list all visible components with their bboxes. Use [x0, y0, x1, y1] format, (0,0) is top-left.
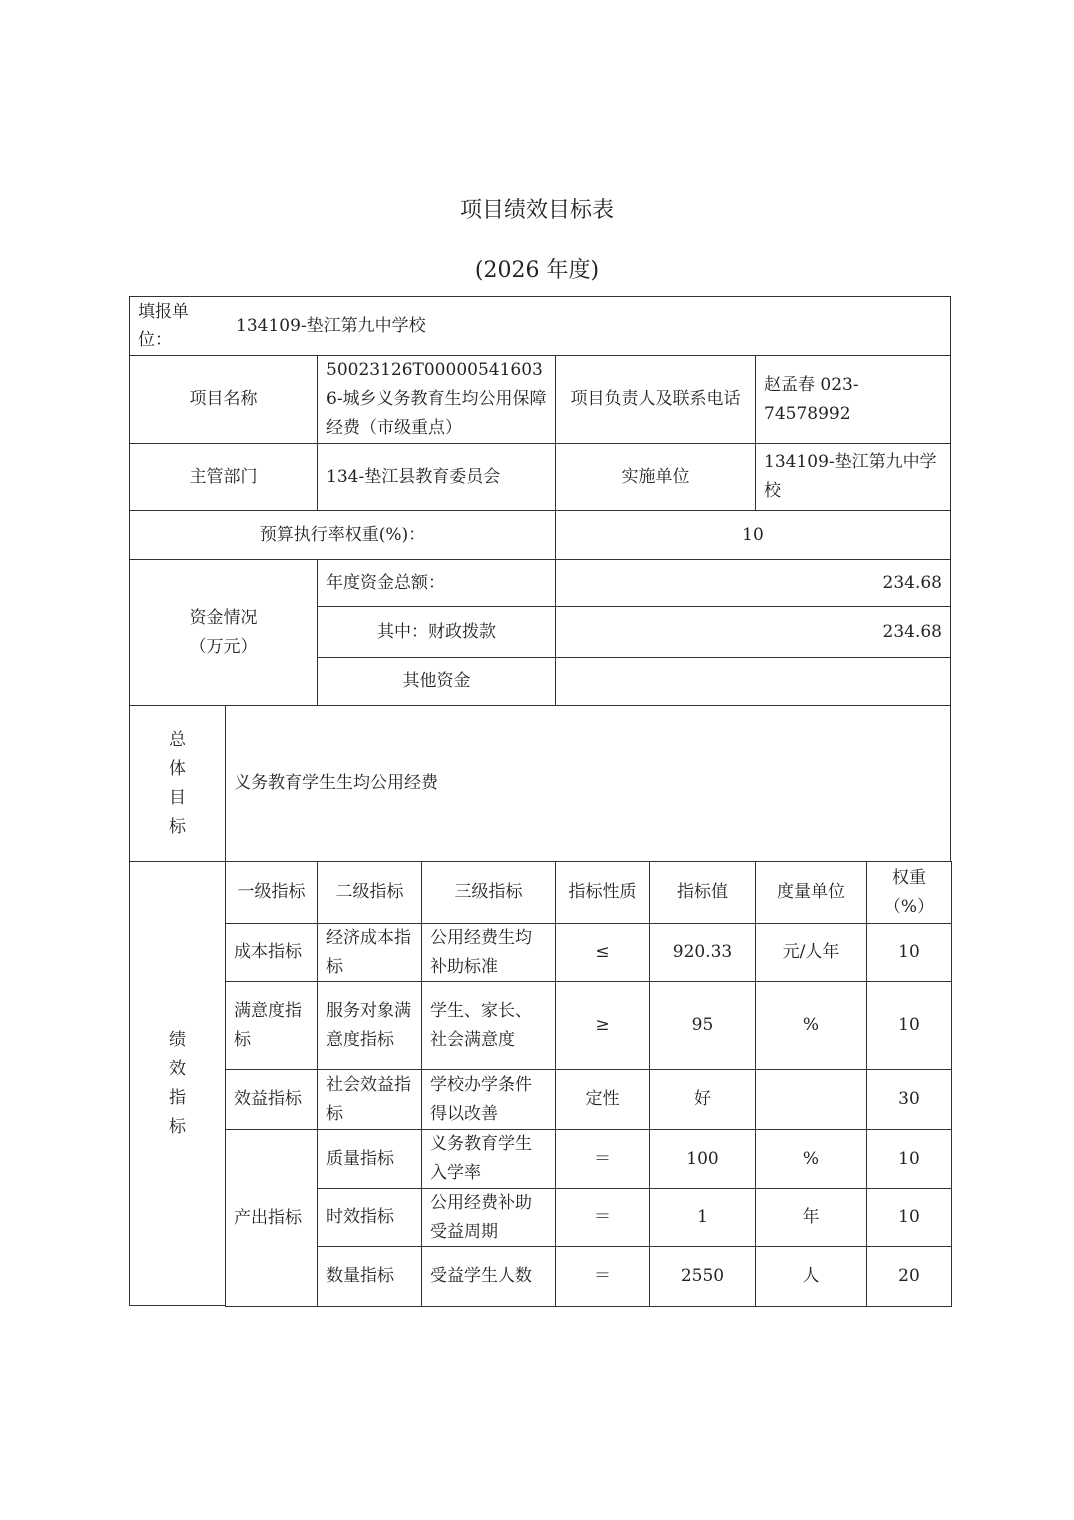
performance-label: [129, 861, 226, 1306]
indicator-level2: [317, 981, 422, 1070]
reporting-unit-label: 填报单位：: [138, 302, 189, 350]
budget-weight-value-text: 10: [742, 524, 764, 545]
indicator-level3: [421, 923, 556, 982]
indicator-level1-text: 满意度指标: [234, 1000, 302, 1050]
overall-goal-label: [129, 705, 226, 862]
indicator-value: [649, 1069, 756, 1130]
indicator-level2: [317, 1129, 422, 1189]
indicator-value: [649, 981, 756, 1070]
header-unit: [755, 861, 867, 924]
indicator-weight: [866, 981, 952, 1070]
indicator-value: [649, 1129, 756, 1189]
indicator-unit: [755, 981, 867, 1070]
fiscal-value-text: 234.68: [882, 621, 942, 642]
reporting-unit-value: 134109-垫江第九中学校: [236, 315, 426, 336]
fiscal-label-text: 其中：财政拨款: [377, 621, 496, 642]
indicator-weight-text: 30: [898, 1089, 920, 1109]
indicator-unit-text: 人: [802, 1266, 820, 1286]
annual-total-label-text: 年度资金总额：: [326, 572, 445, 593]
budget-weight-label: [129, 510, 556, 560]
page-title: 项目绩效目标表: [459, 198, 614, 223]
annual-total-value-text: 234.68: [882, 572, 942, 593]
indicator-level2: [317, 1069, 422, 1130]
performance-label-text: 绩效指标: [169, 1029, 186, 1137]
indicator-weight: [866, 1188, 952, 1247]
overall-goal-label-text: 总体目标: [169, 729, 186, 837]
header-weight-text: 权重（%）: [883, 867, 935, 917]
header-weight: [866, 861, 952, 924]
indicator-nature: [555, 1129, 650, 1189]
header-value: [649, 861, 756, 924]
indicator-level2-text: 经济成本指标: [326, 927, 411, 977]
indicator-level3: [421, 1129, 556, 1189]
other-funds-label-text: 其他资金: [402, 671, 471, 691]
indicator-level3: [421, 1069, 556, 1130]
indicator-level3-text: 学生、家长、社会满意度: [430, 1000, 532, 1050]
indicator-weight: [866, 923, 952, 982]
other-funds-label: [317, 657, 556, 706]
indicator-level2-text: 数量指标: [326, 1266, 394, 1286]
indicator-level3-text: 公用经费补助受益周期: [430, 1192, 532, 1242]
indicator-level3-text: 学校办学条件得以改善: [430, 1074, 532, 1124]
indicator-level3: [421, 981, 556, 1070]
indicator-nature-text: 定性: [585, 1089, 620, 1109]
indicator-level1-output: [225, 1129, 318, 1307]
header-level2: [317, 861, 422, 924]
indicator-level2-text: 时效指标: [326, 1207, 394, 1227]
indicator-weight-text: 20: [898, 1266, 920, 1286]
implementer-value: [755, 443, 951, 511]
indicator-level1-output-text: 产出指标: [234, 1207, 302, 1228]
indicator-level2: [317, 923, 422, 982]
indicator-weight-text: 10: [898, 1015, 920, 1035]
indicator-unit-text: 元/人年: [782, 942, 840, 962]
indicator-nature: [555, 981, 650, 1070]
indicator-unit-text: %: [802, 1015, 820, 1035]
indicator-level3: [421, 1188, 556, 1247]
indicator-weight: [866, 1246, 952, 1307]
project-lead-value-text: 赵孟春 023-74578992: [764, 374, 859, 424]
indicator-weight-text: 10: [898, 1148, 920, 1169]
supervisor-value: [317, 443, 556, 511]
header-level3-text: 三级指标: [454, 882, 523, 902]
reporting-unit-row: [129, 296, 951, 356]
budget-weight-label-text: 预算执行率权重(%)：: [259, 524, 426, 545]
header-nature-text: 指标性质: [568, 882, 637, 902]
fiscal-label: [317, 606, 556, 658]
indicator-nature-text: ＝: [594, 1148, 611, 1169]
header-level1-text: 一级指标: [237, 882, 306, 902]
overall-goal-value: [225, 705, 951, 862]
indicator-unit: [755, 1129, 867, 1189]
indicator-value-text: 95: [691, 1015, 714, 1035]
indicator-weight: [866, 1069, 952, 1130]
overall-goal-value-text: 义务教育学生生均公用经费: [234, 773, 438, 793]
indicator-value: [649, 923, 756, 982]
annual-total-value: [555, 559, 951, 607]
indicator-nature-text: ≥: [595, 1015, 610, 1035]
indicator-level1: [225, 1069, 318, 1130]
indicator-value-text: 2550: [680, 1266, 725, 1286]
indicator-value: [649, 1246, 756, 1307]
indicator-level2-text: 服务对象满意度指标: [326, 1000, 411, 1050]
header-level1: [225, 861, 318, 924]
indicator-unit-text: %: [802, 1148, 820, 1169]
indicator-unit-text: 年: [802, 1207, 820, 1227]
project-lead-value: [755, 355, 951, 444]
indicator-weight-text: 10: [898, 1207, 920, 1227]
supervisor-label: [129, 443, 318, 511]
indicator-unit: [755, 923, 867, 982]
indicator-level3-text: 受益学生人数: [430, 1266, 532, 1286]
fiscal-value: [555, 606, 951, 658]
indicator-value-text: 1: [697, 1207, 708, 1227]
indicator-weight: [866, 1129, 952, 1189]
indicator-value-text: 920.33: [672, 942, 733, 962]
indicator-nature: [555, 1246, 650, 1307]
indicator-level3-text: 公用经费生均补助标准: [430, 927, 532, 977]
indicator-nature: [555, 923, 650, 982]
indicator-weight-text: 10: [898, 942, 920, 962]
header-nature: [555, 861, 650, 924]
funds-label: [129, 559, 318, 706]
header-value-text: 指标值: [677, 882, 728, 902]
indicator-level1-text: 效益指标: [234, 1089, 302, 1109]
implementer-value-text: 134109-垫江第九中学校: [764, 452, 937, 501]
project-name-label-text: 项目名称: [189, 389, 258, 409]
indicator-level3: [421, 1246, 556, 1307]
implementer-label-text: 实施单位: [621, 466, 690, 487]
supervisor-value-text: 134-垫江县教育委员会: [326, 466, 501, 487]
annual-total-label: [317, 559, 556, 607]
indicator-unit: [755, 1188, 867, 1247]
project-name-value-text: 50023126T000005416036-城乡义务教育生均公用保障经费（市级重点）: [326, 360, 547, 438]
project-name-value: [317, 355, 556, 444]
implementer-label: [555, 443, 756, 511]
indicator-nature-text: ＝: [594, 1266, 611, 1286]
indicator-unit: [755, 1069, 867, 1130]
year-subtitle: (2026 年度): [474, 258, 600, 283]
funds-label-text: 资金情况（万元）: [189, 607, 258, 657]
header-level2-text: 二级指标: [335, 882, 404, 902]
supervisor-label-text: 主管部门: [189, 466, 258, 487]
indicator-level1-text: 成本指标: [234, 942, 302, 962]
indicator-unit: [755, 1246, 867, 1307]
budget-weight-value: [555, 510, 951, 560]
indicator-level2-text: 质量指标: [326, 1148, 394, 1169]
other-funds-value: [555, 657, 951, 706]
project-lead-label: [555, 355, 756, 444]
indicator-value-text: 100: [686, 1148, 719, 1169]
indicator-level1: [225, 923, 318, 982]
indicator-nature-text: ＝: [594, 1207, 611, 1227]
indicator-value-text: 好: [694, 1089, 711, 1109]
indicator-nature: [555, 1069, 650, 1130]
indicator-level2: [317, 1246, 422, 1307]
indicator-level1: [225, 981, 318, 1070]
indicator-value: [649, 1188, 756, 1247]
indicator-level3-text: 义务教育学生入学率: [430, 1134, 532, 1183]
header-level3: [421, 861, 556, 924]
indicator-level2-text: 社会效益指标: [326, 1074, 411, 1124]
indicator-nature-text: ≤: [595, 942, 610, 962]
indicator-nature: [555, 1188, 650, 1247]
project-lead-label-text: 项目负责人及联系电话: [570, 389, 741, 409]
indicator-level2: [317, 1188, 422, 1247]
project-name-label: [129, 355, 318, 444]
header-unit-text: 度量单位: [777, 882, 845, 902]
